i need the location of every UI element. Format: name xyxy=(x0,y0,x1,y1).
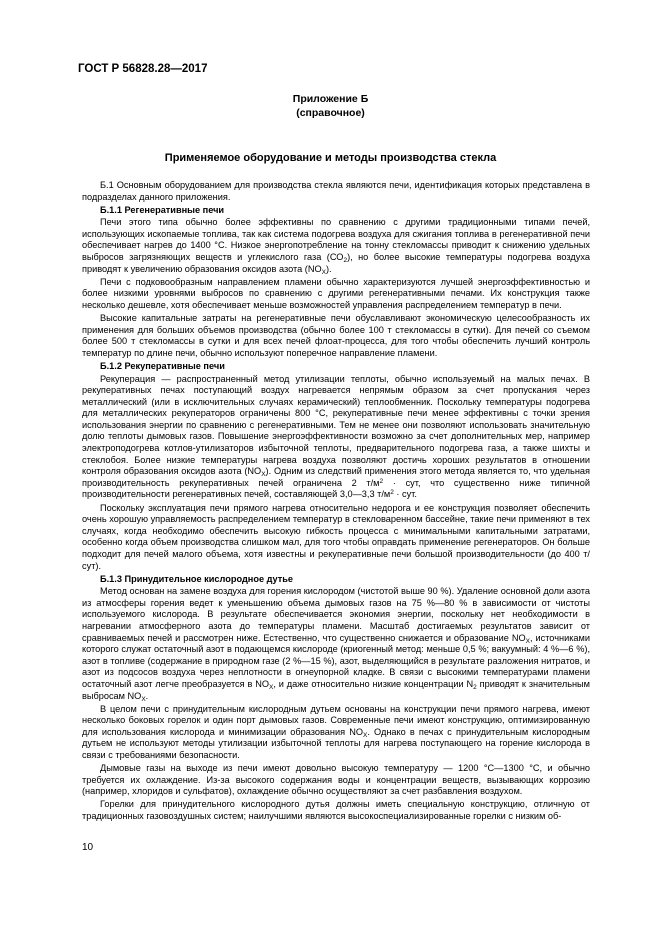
text-run: Б.1.3 Принудительное кислородное дутье xyxy=(100,573,294,584)
body-paragraph xyxy=(82,704,590,762)
body-paragraph xyxy=(82,503,590,573)
body-paragraph xyxy=(82,763,590,798)
subsection-heading xyxy=(82,574,590,586)
appendix-heading xyxy=(0,92,661,120)
text-run: Поскольку эксплуатация печи прямого нагрева относительно недорога и ее конструкция позволяет обеспечить очень хорошую управляемость распределением температур в стекловаренном бассейне, такие печи применяют в тех случаях, когда необходимо обеспечить высокую гибкость процесса с минимальными капитальными затратами, особенно когда объем производства слишком мал, для того чтобы оправдать применение регенераторов. Он больше подходит для печей малого объема, хотя известны и рекуперативные печи большой производительности (до 400 т/сут). xyxy=(82,502,590,571)
text-run: Горелки для принудительного кислородного дутья должны иметь специальную конструкцию, отличную от традиционных газовоздушных систем; наилучшими являются высокоспециализированные горелки с низким об- xyxy=(82,799,590,821)
subscript: 2 xyxy=(343,257,348,265)
subsection-heading xyxy=(82,205,590,217)
body-paragraph xyxy=(82,586,590,702)
text-run: · сут, что существенно ниже типичной производительности регенеративных печей, составляющей 3,0—3,3 т/м xyxy=(82,477,590,500)
subscript: X xyxy=(321,268,326,276)
page-number: 10 xyxy=(82,842,94,853)
text-run: . xyxy=(145,690,149,701)
text-run: Дымовые газы на выходе из печи имеют довольно высокую температуру — 1200 °С—1300 °С, и обычно требуется их охлаждение. Из-за высокого содержания воды и концентрации веществ, вызывающих коррозию (например, хлоридов и сульфатов), охлаждение обычно осуществляют за счет разбавления воздухом. xyxy=(82,763,590,797)
subscript: X xyxy=(363,731,368,739)
body-paragraph xyxy=(82,799,590,822)
text-run: Б.1.2 Рекуперативные печи xyxy=(100,360,225,371)
text-run: , и даже относительно низкие концентрации N xyxy=(273,678,474,689)
subscript: 2 xyxy=(473,683,477,691)
subscript: X xyxy=(525,637,530,645)
body-paragraph xyxy=(82,180,590,203)
text-run: приводят к значительным выбросам NO xyxy=(82,678,590,701)
document-header: ГОСТ Р 56828.28—2017 xyxy=(78,63,208,75)
text-run: ). Одним из следствий применения этого метода является то, что удельная производительность рекуперативных печей ограничена 2 т/м xyxy=(82,466,590,488)
section-title: Применяемое оборудование и методы производства стекла xyxy=(164,152,497,164)
text-run: · сут. xyxy=(393,489,417,500)
superscript: 2 xyxy=(379,477,384,485)
document-body xyxy=(82,180,590,824)
text-run: Б.1 Основным оборудованием для производства стекла являются печи, идентификация которых представлена в подразделах данного приложения. xyxy=(82,180,590,202)
text-run: Высокие капитальные затраты на регенеративные печи обуславливают экономическую целесообразность их применения для больших объемов производства (обычно более 100 т стекломассы в сутки). Для печей со съемом более 500 т стекломассы в сутки и для всех печей флоат-процесса, для того чтобы обеспечить лучший контроль температур по длине печи, обычно используют поперечное направление пламени. xyxy=(82,313,590,358)
text-run: Рекуперация — распространенный метод утилизации теплоты, обычно используемый на малых печах. В рекуперативных печах поступающий воздух нагревается непрямым образом за счет пропускания через металлический (или в исключительных случаях керамический) теплообменник. Поскольку температуры подогрева для металлических рекуператоров ограничены 800 °С, рекуперативные печи менее эффективны с точки зрения использования энергии по сравнению с регенеративными. Тем не менее они позволяют использовать значительную долю теплоты дымовых газов. Повышение энергоэффективности возможно за счет дополнительных мер, например электроподогрева котлов-утилизаторов избыточной теплоты, предварительного подогрева газа, а также шихты и стеклобоя. Более низкие температуры нагрева воздуха позволяют достичь хороших результатов в отношении контроля образования оксидов азота (NO xyxy=(82,373,590,477)
text-run: Б.1.1 Регенеративные печи xyxy=(100,204,225,215)
text-run: ). xyxy=(325,263,332,274)
subscript: X xyxy=(269,683,274,691)
subsection-heading xyxy=(82,361,590,373)
body-paragraph xyxy=(82,374,590,502)
text-run: Печи этого типа обычно более эффективны по сравнению с другими традиционными типами печей, использующих ископаемые топлива, так как система подогрева воздуха для сжигания топлива в регенеративной печи обеспечивает нагрев до 1400 °С. Низкое энергопотребление на тонну стекломассы приводит к снижению удельных выбросов загрязняющих веществ и углекислого газа (СО xyxy=(82,217,590,263)
body-paragraph xyxy=(82,217,590,275)
appendix-label: Приложение Б xyxy=(292,93,369,105)
text-run: Метод основан на замене воздуха для горения кислородом (чистотой выше 90 %). Удаление основной доли азота из атмосферы горения ведет к уменьшению объема дымовых газов на 75 %—80 % в зависимости от чистоты используемого кислорода. В результате обеспечивается экономия энергии, поскольку нет необходимости в нагревании атмосферного азота до температуры пламени. Масштаб достигаемых результатов зависит от сравниваемых печей и рассмотрен ниже. Естественно, что существенно снижается и образование NO xyxy=(82,586,590,643)
body-paragraph xyxy=(82,277,590,312)
superscript: 2 xyxy=(390,489,394,497)
body-paragraph xyxy=(82,313,590,359)
appendix-note: (справочное) xyxy=(296,107,365,119)
text-run: В целом печи с принудительным кислородным дутьем основаны на конструкции печи прямого нагрева, имеют несколько боковых горелок и один порт дымовых газов. Современные печи имеют конструкцию, оптимизированную для использования кислорода и минимизации образования NO xyxy=(82,703,590,737)
text-run: , источниками которого служат остаточный азот в подающемся кислороде (криогенный метод: меньше 0,5 %; вакуумный: 4 %—6 %), азот в топливе (содержание в природном газе (2 %—15 %), азот, выделяющийся в результате разложения нитратов, и азот из подсосов воздуха через неплотности в огнеупорной кладке. В связи с высокими температурами пламени остаточный азот легче преобразуется в NO xyxy=(82,632,590,689)
text-run: ), но более высокие температуры подогрева воздуха приводят к увеличению образования оксидов азота (NO xyxy=(82,252,590,274)
text-run: . Однако в печах с принудительным кислородным дутьем не используют методы утилизации избыточной теплоты для нагрева поступающего на горение кислорода в связи с требованиями безопасности. xyxy=(82,726,590,760)
subscript: X xyxy=(141,695,146,703)
subscript: X xyxy=(261,471,266,479)
text-run: Печи с подковообразным направлением пламени обычно характеризуются лучшей энергоэффективностью и более низкими уровнями выбросов по сравнению с другими регенеративными печами. Их конструкция также несколько дешевле, хотя обеспечивает меньше возможностей управления распределением температур в печи. xyxy=(82,276,590,310)
